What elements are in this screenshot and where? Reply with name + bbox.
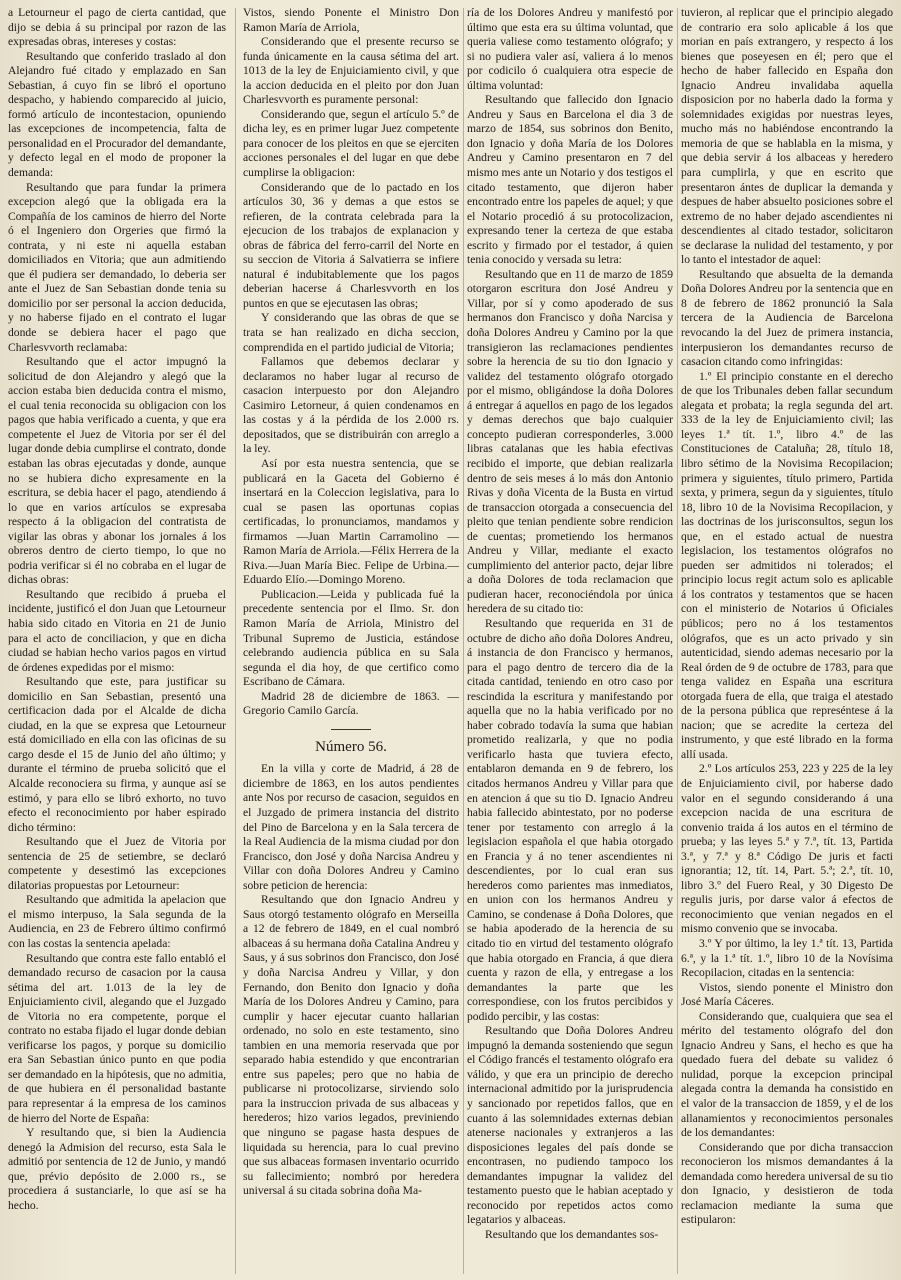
- paragraph: En la villa y corte de Madrid, á 28 de diciembre de 1863, en los autos pendientes ante Nos por recurso de casacion, seguidos en el Juzgado de primera instancia del distrito del Pino de Barcelona y en la Sala tercera de la Real Audiencia de la misma ciudad por don Francisco, don José y doña Narcisa Andreu y Villar con doña Dolores Andreu y Camino sobre peticion de herencia:: [243, 762, 459, 892]
- paragraph: Resultando que contra este fallo entabló el demandado recurso de casacion por la causa sétima del art. 1.013 de la ley de Enjuiciamiento civil, alegando que el Juzgado de Vitoria no era competente, porque el contrato no estaba fijado el lugar donde debian verificarse los pagos, y porque su domicilio era San Sebastian único punto en que podia ser demandado en la hipótesis, que no admitia, de que hubiera en él personalidad bastante para representar á la empresa de los caminos de hierro del Norte de España:: [8, 951, 226, 1125]
- column-rule: [235, 8, 236, 1274]
- paragraph: Publicacion.—Leida y publicada fué la precedente sentencia por el Ilmo. Sr. don Ramon María de Arriola, Ministro del Tribunal Supremo de Justicia, estándose celebrando audiencia pública en su Sala segunda el dia hoy, de que certifico como Escribano de Cámara.: [243, 587, 459, 689]
- paragraph: Resultando que este, para justificar su domicilio en San Sebastian, presentó una certificacion dada por el Alcalde de dicha ciudad, en la que se expresa que Letourneur está domiciliado en ella con las oficinas de su cargo desde el 15 de Junio del año último; y durante el término de prueba solicitó que el Alcalde reconociera su firma, y aunque así se estimó, y para ello se libró exhorto, no tuvo efecto el reconocimiento por haber espirado dicho término:: [8, 675, 226, 834]
- text-column-2: [243, 6, 459, 1278]
- paragraph: Considerando que de lo pactado en los artículos 30, 36 y demas a que estos se refieren, de la contrata celebrada para la ejecucion de los trabajos de explanacion y obras de fábrica del ferro-carril del Norte en su seccion de Vitoria á Salvatierra se infiere natural é indubitablemente que los pagos deberian hacerse á Charlesvvorth en los puntos en que se ejecutasen las obras;: [243, 180, 459, 310]
- paragraph: Fallamos que debemos declarar y declaramos no haber lugar al recurso de casacion interpuesto por don Alejandro Casimiro Letorneur, á quien condenamos en las costas y á la pérdida de los 2.000 rs. depositados, que se distribuirán con arreglo a la ley.: [243, 355, 459, 456]
- paragraph: a Letourneur el pago de cierta cantidad, que dijo se debia á su principal por razon de las expresadas obras, intereses y costas:: [8, 6, 226, 49]
- text-column-4: [681, 6, 893, 1278]
- paragraph: Resultando que el Juez de Vitoria por sentencia de 25 de setiembre, se declaró competente y desestimó las excepciones dilatorias propuestas por Letourneur:: [8, 835, 226, 892]
- paragraph: 2.º Los artículos 253, 223 y 225 de la ley de Enjuiciamiento civil, por haberse dado valor en el segundo considerando á una excepcion nacida de una escritura de convenio traida á los autos en el término de prueba; y las leyes 5.ª y 7.ª, tít. 13, Partida 3.ª, y 7.ª y 8.ª Código De juris et facti ignorantia; 12, tít. 14, Part. 5.ª; 2.ª, tít. 10, libro 3.º del Fuero Real, y 30 Digesto De regulis juris, por darse valor á efectos de reconocimiento que venian negados en el mismo convenio que se invocaba.: [681, 762, 893, 936]
- column-rule: [677, 8, 678, 1274]
- paragraph: Resultando que admitida la apelacion que el mismo interpuso, la Sala segunda de la Audiencia, en 23 de Febrero último confirmó con las costas la sentencia apelada:: [8, 893, 226, 950]
- paragraph: Resultando que para fundar la primera excepcion alegó que la obligada era la Compañía de los caminos de hierro del Norte ó el Ingeniero don Orgeries que firmó la contrata, y ni este ni aquella estaban domiciliados en Vitoria; que aun admitiendo que él pudiera ser demandado, lo deberia ser ante el Juez de San Sebastian donde tenia su domicilio por ser personal la accion deducida, y no haberse fijado en el contrato el lugar donde se debiera hacer el pago que Charlesvvorth reclamaba:: [8, 180, 226, 354]
- paragraph: Resultando que requerida en 31 de octubre de dicho año doña Dolores Andreu, á instancia de don Francisco y hermanos, para el pago dentro de tercero dia de la citada cantidad, teniendo en otro caso por rescindida la escritura y manifestando por aquella que no la habia verificado por no haber cobrado todavía la suma que habian prometido realizarla, y que no podia verificarlo hasta que tuviera efecto, entablaron demanda en 9 de febrero, los citados hermanos Andreu y Villar para que en atencion á que su tio D. Ignacio Andreu habia fallecido abintestato, por no poderse tener por testamento con arreglo á la legislacion española el que habia otorgado en Francia y á no tener ascendientes ni descendientes, por lo cual eran sus herederos como parientes mas inmediatos, en union con los hermanos Andreu y Camino, se condenase á Doña Dolores, que se habia apoderado de la herencia de su citado tio en virtud del testamento ológrafo que habia otorgado en Francia, á que diera cuenta y razon de ella, y entregase a los demandantes la parte que les correspondiese, con los frutos percibidos y podido percibir, y las costas:: [467, 616, 673, 1023]
- paragraph: Vistos, siendo Ponente el Ministro Don Ramon María de Arriola,: [243, 6, 459, 34]
- paragraph: 1.º El principio constante en el derecho de que los Tribunales deben fallar secundum alegata et probata; la regla segunda del art. 333 de la ley de Enjuiciamiento civil; las leyes 1.ª tít. 1.º, libro 4.º de las Constituciones de Cataluña; 28, título 18, libro sétimo de la Novisima Recopilacion; primera y siguientes, título primero, Partida sexta, y primera, segun da y siguientes, título 18, libro 10 de la Novisima Recopilacion, y las doctrinas de los jurisconsultos, segun los que, en el estado actual de nuestra legislacion, los testamentos ológrafos no pueden ser admitidos ni tolerados; el principio locus regit actum solo es aplicable á los contratos y testamentos que se hacen con el ministerio de Notarios ú Oficiales públicos; pero no á los testamentos ológrafos, que es un acto privado y sin autenticidad, siendo ademas necesario por la Real órden de 9 de octubre de 1783, para que tenga validez en España una escritura otorgada fuera de ella, que traiga el atestado de la persona pública que represéntese á la nacion; que se acredite la certeza del instrumento, y que esté librado en la forma allí usada.: [681, 369, 893, 761]
- paragraph: Considerando que el presente recurso se funda únicamente en la causa sétima del art. 1013 de la ley de Enjuiciamiento civil, y que la accion deducida en el pleito por don Juan Charlesvvorth es puramente personal:: [243, 35, 459, 107]
- paragraph: Considerando que, segun el artículo 5.º de dicha ley, es en primer lugar Juez competente para conocer de los pleitos en que se ejerciten acciones personales el del lugar en que debe cumplirse la obligacion:: [243, 107, 459, 180]
- paragraph: Resultando que en 11 de marzo de 1859 otorgaron escritura don José Andreu y Villar, por sí y como apoderado de sus hermanos don Francisco y doña Narcisa y doña Dolores Andreu y Camino por la que transigieron las reclamaciones pendientes sobre la herencia de su tio don Ignacio y validez del testamento ológrafo otorgado por el mismo, obligándose la doña Dolores á entregar á aquellos en pago de los legados y demas derechos que bajo cualquier concepto pudieran corresponderles, 3.000 libras catalanas que les habia efectivas recibido el importe, que debian realizarla dentro de seis meses á lo más don Antonio Rivas y doña Vicenta de la Busta en virtud de transaccion otorgada a consecuencia del pleito que tenian pendiente sobre rendicion de cuentas; prometiendo los hermanos Andreu y Villar, mediante el exacto cumplimiento del anterior pacto, dejar libre a doña Dolores de toda reclamacion que pudieran hacer, reconociéndola por única heredera de su citado tio:: [467, 267, 673, 616]
- paragraph: Resultando que el actor impugnó la solicitud de don Alejandro y alegó que la accion estaba bien deducida contra el mismo, el cual tenia reconocida su obligacion con los pagos que habia verificado a cuenta, y que era competente el Juez de Vitoria por ser él del lugar donde debia cumplirse el contrato, donde estaban las obras ejecutadas y donde, aunque no se hubiera dicho expresamente en la escritura, se debia hacer el pago, atendiendo á lo que en varios artículos se expresaba respecto á la obligacion del contratista de vigilar las obras y abonar los jornales á los obreros dentro de cierto tiempo, lo que no podria verificar si él no cobraba en el lugar de dichas obras:: [8, 355, 226, 587]
- paragraph: Vistos, siendo ponente el Ministro don José María Cáceres.: [681, 980, 893, 1009]
- section-heading: Número 56.: [315, 738, 387, 755]
- paragraph: Resultando que recibido á prueba el incidente, justificó el don Juan que Letourneur habia sido citado en Vitoria en 21 de Junio para el acto de conciliacion, y que en dicha ciudad se habian hecho varios pagos en virtud de órdenes expedidas por el mismo:: [8, 587, 226, 674]
- paragraph: 3.º Y por último, la ley 1.ª tít. 13, Partida 6.ª, y la 1.ª tít. 1.º, libro 10 de la Novísima Recopilacion, citadas en la sentencia:: [681, 937, 893, 980]
- paragraph: Resultando que absuelta de la demanda Doña Dolores Andreu por la sentencia que en 8 de febrero de 1862 pronunció la Sala tercera de la Audiencia de Barcelona revocando la del Juez de primera instancia, interpusieron los demandantes recurso de casacion citando como infringidas:: [681, 267, 893, 369]
- column-rule: [463, 8, 464, 1274]
- section-divider: [331, 729, 371, 730]
- paragraph: ría de los Dolores Andreu y manifestó por último que esta era su última voluntad, que queria valiese como testamento ológrafo; y si no pudiera valer así, valiera á lo menos por codicilo ó cualquiera otra especie de última voluntad:: [467, 6, 673, 92]
- paragraph: Y considerando que las obras de que se trata se han realizado en dicha seccion, comprendida en el partido judicial de Vitoria;: [243, 311, 459, 354]
- paragraph: Resultando que don Ignacio Andreu y Saus otorgó testamento ológrafo en Merseilla a 12 de febrero de 1849, en el cual nombró albaceas á su hermana doña Catalina Andreu y Saus, y á sus sobrinos don Francisco, don José y doña Narcisa Andreu y Villar, y don Fernando, don Benito don Ignacio y doña María de los Dolores Andreu y Camino, para cumplir y hacer ejecutar cuanto hallarian ordenado, no solo en este testamento, sino tambien en una memoria reservada que por separado habia estendido y que encontrarian entre sus papeles; pero que no habia de publicarse ni protocolizarse, sirviendo solo para la instruccion privada de sus albaceas y herederos; hizo varios legados, previniendo que ninguno se pagase hasta despues de liquidada su herencia, para lo cual previno que sus albaceas formasen inventario ocurrido su fallecimiento; nombró por heredera universal á su citada sobrina doña Ma-: [243, 893, 459, 1198]
- paragraph: Considerando que, cualquiera que sea el mérito del testamento ológrafo del don Ignacio Andreu y Sans, el hecho es que ha quedado fuera del debate su validez ó nulidad, porque la excepcion principal alegada contra la demanda ha consistido en el valor de la transaccion de 1859, y el de los allanamientos y reconocimientos personales de los demandantes:: [681, 1009, 893, 1140]
- paragraph: Resultando que conferido traslado al don Alejandro fué citado y emplazado en San Sebastian, á cuyo fin se libró el oportuno despacho, y habiendo comparecido al juicio, formó artículo de incontestacion, opuniendo las excepciones de incompetencia, falta de personalidad en el Procurador del demandante, y defecto legal en el modo de proponer la demanda:: [8, 49, 226, 180]
- paragraph: Resultando que Doña Dolores Andreu impugnó la demanda sosteniendo que segun el Código francés el testamento ológrafo era válido, y que era un principio de derecho internacional admitido por la jurisprudencia y sancionado por repetidos fallos, que en cuanto á las solemnidades externas debian atenerse nacionales y extranjeros a las disposiciones legales del país donde se encontrasen, no pudiendo tampoco los demandantes impugnar la validez del testamento puesto que le habian aceptado y reconocido por repetidos actos como legatarios y albaceas.: [467, 1024, 673, 1227]
- text-column-1: [8, 6, 226, 1278]
- paragraph: Considerando que por dicha transaccion reconocieron los mismos demandantes á la demandada como heredera universal de su tio don Ignacio, y desistieron de toda reclamacion mediante la suma que estipularon:: [681, 1140, 893, 1227]
- paragraph: Resultando que los demandantes sos-: [485, 1227, 659, 1241]
- paragraph: Así por esta nuestra sentencia, que se publicará en la Gaceta del Gobierno é insertará en la Coleccion legislativa, para lo cual se pasen las oportunas copias certificadas, lo pronunciamos, mandamos y firmamos —Juan Martin Carramolino —Ramon María de Arriola.—Félix Herrera de la Riva.—Juan María Biec. Felipe de Urbina.—Eduardo Elío.—Domingo Moreno.: [243, 456, 459, 587]
- paragraph: Resultando que fallecido don Ignacio Andreu y Saus en Barcelona el dia 3 de marzo de 1854, sus sobrinos don Benito, don Ignacio y doña María de los Dolores Andreu y Camino presentaron en 7 del mismo mes ante un Notario y dos testigos el citado testamento, que dijeron haber encontrado entre los papeles de aquel; y que el Notario procedió á su protocolizacion, expresando tener la certeza de que estaba escrito y firmado por el testador, á quien tenia conocido y versada su letra:: [467, 93, 673, 267]
- paragraph: Y resultando que, si bien la Audiencia denegó la Admision del recurso, esta Sala le admitió por sentencia de 12 de Junio, y mandó que, prévio depósito de 2.000 rs., se procediera á sustanciarle, lo que así se ha hecho.: [8, 1126, 226, 1212]
- paragraph: tuvieron, al replicar que el principio alegado de contrario era solo aplicable á los que morian en país extrangero, y respecto á los bienes que poseyesen en él; pero que el hecho de haber fallecido en España don Ignacio Andreu invalidaba aquella disposicion por no haberla dado la forma y solemnidades exigidas por nuestras leyes, mucho más no habiéndose encontrando la memoria de que se hablabla en la misma, y que debia servir á los albaceas y heredero para cumplirla, y que en escrito que presentaron ántes de duplicar la demanda y despues de haber absuelto posiciones sobre el extremo de no haber dejado ascendientes ni descendientes al citado testador, solicitaron se declarase la nulidad del testamento, y por lo tanto el intestador de aquel:: [681, 6, 893, 267]
- paragraph: Madrid 28 de diciembre de 1863. —Gregorio Camilo García.: [243, 689, 459, 718]
- text-column-3: [467, 6, 673, 1278]
